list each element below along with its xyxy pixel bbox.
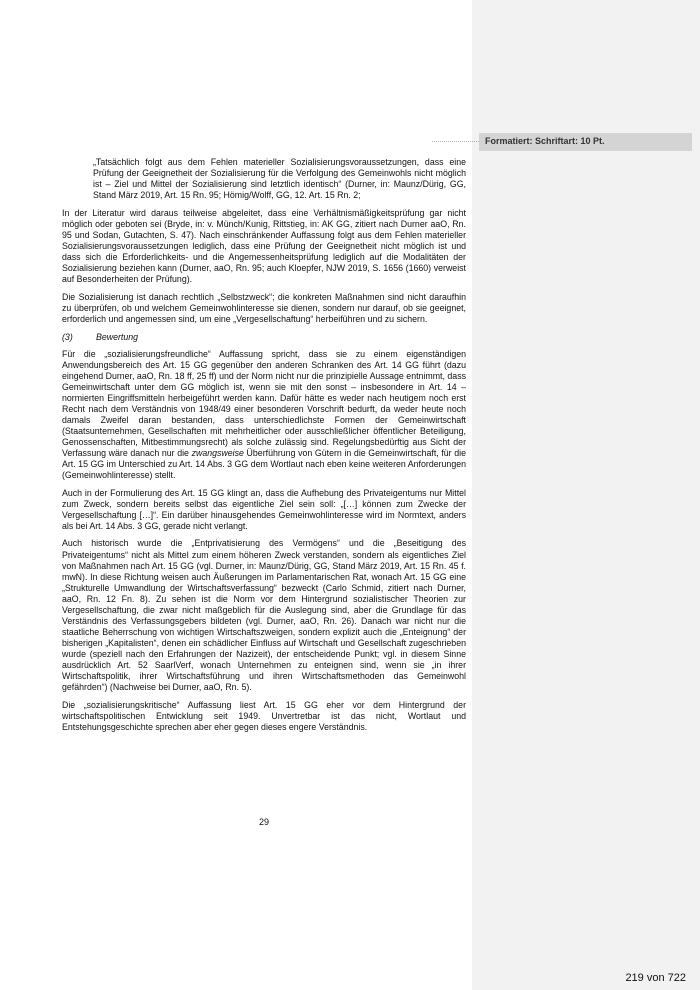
page-number: 29 (258, 817, 269, 827)
paragraph-historisch: Auch historisch wurde die „Entprivatisierung des Vermögens“ und die „Beseitigung des Privateigentums“ nicht als Mittel zum einem höheren Zweck verstanden, sondern als eigentliches Ziel von Maßnahmen nach Art. 15 GG (vgl. Durner, in: Maunz/Dürig, GG, Stand März 2019, Art. 15 Rn. 45 f. mwN). In diese Richtung weisen auch Äußerungen im Parlamentarischen Rat, wonach Art. 15 GG eine „Strukturelle Umwandlung der Wirtschaftsverfassung“ bezweckt (Carlo Schmid, zitiert nach Durner, aaO, Rn. 12 Fn. 8). Zu sehen ist die Norm vor dem Hintergrund sozialistischer Theorien zur Vergesellschaftung, die zwar nicht maßgeblich für die Auslegung sind, aber die Grundlage für das Verständnis des Verfassungsgebers bildeten (vgl. Durner, aaO, Rn. 26). Danach war nicht nur die staatliche Beherrschung von wichtigen Wirtschaftszweigen, sondern explizit auch die „Enteignung“ der bisherigen „Kapitalisten“, denen ein schädlicher Einfluss auf Wirtschaft und Gesellschaft zugeschrieben wurde (speziell nach den Erfahrungen der Nazizeit), der entscheidende Punkt; vgl. in diesem Sinne ausdrücklich Art. 52 SaarlVerf, wonach Unternehmen zu enteignen sind, wenn sie „in ihrer Wirtschaftspolitik, ihrer Wirtschaftsführung und ihren Wirtschaftsmethoden das Gemeinwohl gefährden“) (Nachweise bei Durner, aaO, Rn. 5). (62, 538, 466, 693)
paragraph-selbstzweck: Die Sozialisierung ist danach rechtlich „Selbstzweck“; die konkreten Maßnahmen sind nicht daraufhin zu überprüfen, ob und welchem Gemeinwohlinteresse sie dienen, sondern nur darauf, ob sie geeignet, erforderlich und angemessen sind, um eine „Vergesellschaftung“ herbeiführen und zu sichern. (62, 292, 466, 325)
paragraph-part-b: Überführung von Gütern in die Gemeinwirtschaft, für die Art. 15 GG im Unterschied zu Art. 14 Abs. 3 GG dem Wortlaut nach eben keine weiteren Anforderungen (Gemeinwohlinteresse) stellt. (62, 448, 466, 481)
quote-paragraph: „Tatsächlich folgt aus dem Fehlen materieller Sozialisierungsvoraussetzungen, dass eine Prüfung der Geeignetheit der Sozialisierung für die Verfolgung des Gemeinwohls nicht möglich ist – Ziel und Mittel der Sozialisierung sind letztlich identisch“ (Durner, in: Maunz/Dürig, GG, Stand März 2019, Art. 15 Rn. 95; Hömig/Wolff, GG, 12. Art. 15 Rn. 2; (93, 157, 466, 201)
page-counter: 219 von 722 (625, 972, 686, 984)
format-comment-balloon[interactable] (479, 133, 692, 151)
emphasis-zwangsweise: zwangsweise (191, 448, 244, 459)
comment-connector-line (432, 141, 479, 142)
paragraph-literature: In der Literatur wird daraus teilweise abgeleitet, dass eine Verhältnismäßigkeitsprüfung gar nicht möglich oder geboten sei (Bryde, in: v. Münch/Kunig, Rittstieg, in: AK GG, zitiert nach Durner aaO, Rn. 95 und Sodan, Gutachten, S. 47). Nach einschränkender Auffassung folgt aus dem Fehlen materieller Sozialisierungsvoraussetzungen lediglich, dass eine Prüfung der Geeignetheit nicht möglich ist und dass sich die Erforderlichkeits- und die Angemessenheitsprüfung lediglich auf die Modalitäten der Sozialisierung beziehen kann (Durner, aaO, Rn. 95; auch Kloepfer, NJW 2019, S. 1656 (1660) verweist auf Besonderheiten der Prüfung). (62, 208, 466, 285)
paragraph-sozialisierungskritisch: Die „sozialisierungskritische“ Auffassung liest Art. 15 GG eher vor dem Hintergrund der wirtschaftspolitischen Entwicklung seit 1949. Unvertretbar ist das nicht, Wortlaut und Entstehungsgeschichte sprechen aber eher gegen dieses engere Verständnis. (62, 699, 466, 732)
paragraph-sozialisierungsfreundlich (62, 349, 466, 482)
section-heading-number: (3) (62, 331, 73, 342)
body-text (62, 157, 466, 739)
section-heading (62, 332, 466, 343)
format-comment-label: Formatiert: Schriftart: 10 Pt. (485, 136, 605, 146)
paragraph-formulierung: Auch in der Formulierung des Art. 15 GG klingt an, dass die Aufhebung des Privateigentums nur Mittel zum Zweck, sondern bereits selbst das eigentliche Ziel sein soll: „[…] können zum Zwecke der Vergesellschaftung […]“. Ein darüber hinausgehendes Gemeinwohlinteresse wird im Normtext, anders als bei Art. 14 Abs. 3 GG, gerade nicht verlangt. (62, 487, 466, 531)
paragraph-part-a: Für die „sozialisierungsfreundliche“ Auffassung spricht, dass sie zu einem eigenständigen Anwendungsbereich des Art. 15 GG gegenüber den anderen Schranken des Art. 14 GG führt (dazu eingehend Durner, aaO, Rn. 18 ff, 25 ff) und der Norm nicht nur die prinzipielle Aussage entnimmt, dass Gemeinwirtschaft unter dem GG möglich ist, wenn sie mit den sonst – insbesondere in Art. 14 – normierten Eingriffsmitteln herbeigeführt werden kann. Dafür hätte es weder nach heutigem noch erst Recht nach dem Verständnis von 1948/49 einer besonderen Vorschrift bedurft, da weder heute noch damals Zweifel daran bestanden, dass unterschiedlichste Formen der Gemeinwirtschaft (Staatsunternehmen, Gesellschaften mit mehrheitlicher oder ausschließlicher öffentlicher Beteiligung, Genossenschaften, Mitbestimmungsrecht) als solche zulässig sind. Regelungsbedürftig aus Sicht der Verfassung wäre danach nur die (62, 348, 466, 459)
section-heading-text: Bewertung (96, 331, 139, 342)
